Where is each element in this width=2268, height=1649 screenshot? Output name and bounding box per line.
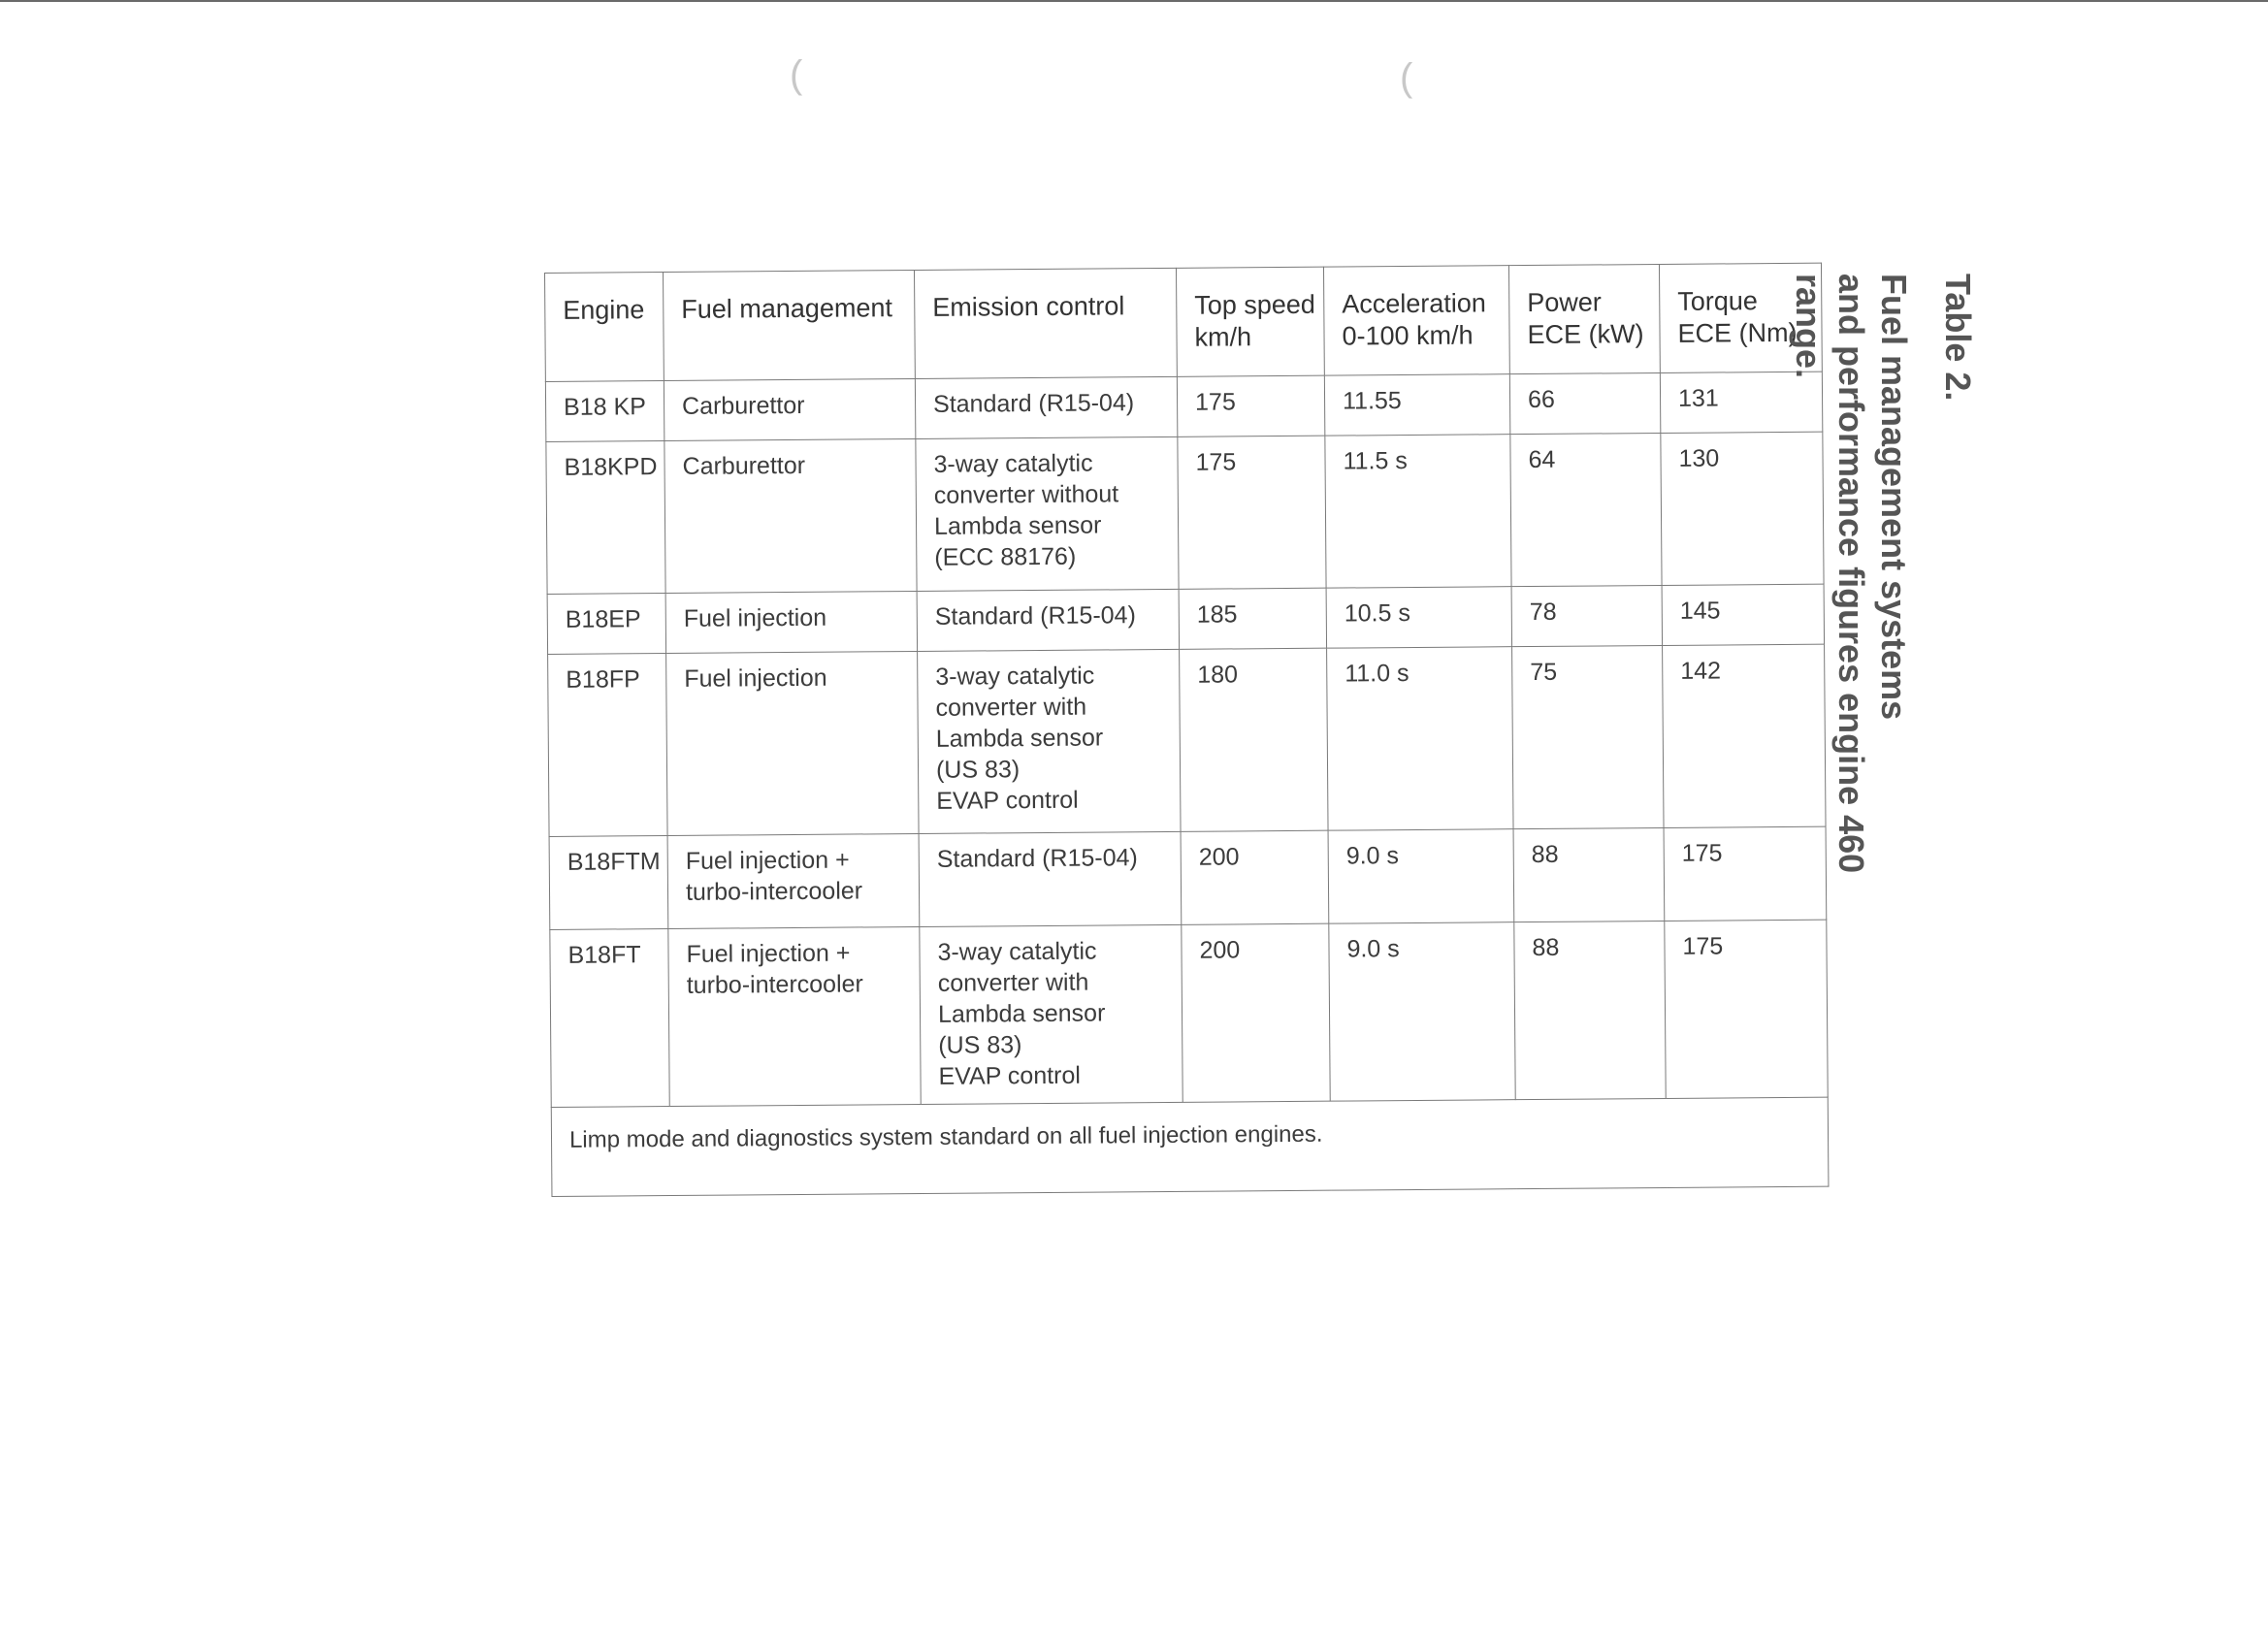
footnote: Limp mode and diagnostics system standard on all fuel injection engines. bbox=[551, 1097, 1829, 1196]
cell-acceleration: 9.0 s bbox=[1328, 829, 1514, 923]
scan-mark: ( bbox=[1400, 56, 1413, 99]
table-row bbox=[548, 644, 1826, 836]
table-row bbox=[550, 920, 1828, 1107]
header-power: Power ECE (kW) bbox=[1508, 264, 1660, 373]
table-caption bbox=[1789, 274, 1979, 953]
header-emission-control: Emission control bbox=[914, 268, 1177, 378]
cell-top-speed: 175 bbox=[1178, 436, 1326, 589]
cell-engine: B18FTM bbox=[549, 836, 668, 930]
table-row bbox=[545, 372, 1822, 441]
cell-emission-control: Standard (R15-04) bbox=[915, 376, 1177, 438]
cell-engine: B18FP bbox=[548, 654, 667, 837]
header-torque: Torque ECE (Nm) bbox=[1659, 263, 1822, 372]
cell-torque: 175 bbox=[1664, 826, 1827, 921]
cell-torque: 142 bbox=[1663, 644, 1826, 827]
cell-fuel-management: Carburettor bbox=[664, 438, 917, 593]
cell-fuel-management: Fuel injection bbox=[665, 591, 917, 653]
cell-power: 88 bbox=[1514, 921, 1666, 1099]
cell-torque: 131 bbox=[1660, 372, 1822, 433]
cell-emission-control: 3-way catalytic converter with Lambda sensor (US 83) EVAP control bbox=[920, 924, 1183, 1104]
cell-power: 78 bbox=[1511, 585, 1662, 646]
cell-power: 66 bbox=[1509, 372, 1660, 434]
header-acceleration: Acceleration 0-100 km/h bbox=[1323, 266, 1509, 375]
table-row bbox=[547, 584, 1824, 654]
header-row bbox=[545, 263, 1823, 381]
cell-fuel-management: Carburettor bbox=[664, 379, 915, 441]
cell-torque: 175 bbox=[1665, 920, 1828, 1098]
table-header bbox=[545, 263, 1823, 381]
cell-torque: 130 bbox=[1661, 432, 1824, 585]
footnote-row bbox=[551, 1097, 1829, 1196]
cell-acceleration: 11.0 s bbox=[1327, 647, 1513, 830]
table-footer bbox=[551, 1097, 1829, 1196]
cell-torque: 145 bbox=[1662, 584, 1824, 645]
header-top-speed: Top speed km/h bbox=[1176, 267, 1324, 376]
header-engine: Engine bbox=[545, 273, 664, 382]
cell-power: 64 bbox=[1510, 433, 1662, 586]
page-top-edge bbox=[0, 0, 2268, 2]
header-fuel-management: Fuel management bbox=[664, 271, 916, 381]
cell-top-speed: 200 bbox=[1181, 830, 1329, 924]
cell-top-speed: 185 bbox=[1179, 588, 1326, 649]
cell-engine: B18EP bbox=[547, 594, 665, 655]
cell-acceleration: 11.55 bbox=[1324, 374, 1509, 436]
cell-power: 75 bbox=[1512, 645, 1664, 828]
cell-emission-control: Standard (R15-04) bbox=[919, 831, 1182, 926]
table-row bbox=[546, 432, 1824, 594]
cell-engine: B18FT bbox=[550, 929, 669, 1108]
cell-fuel-management: Fuel injection bbox=[666, 651, 919, 835]
cell-acceleration: 9.0 s bbox=[1329, 922, 1515, 1101]
cell-top-speed: 200 bbox=[1182, 923, 1330, 1102]
table-label: Table 2. bbox=[1938, 274, 1978, 402]
cell-engine: B18 KP bbox=[545, 381, 664, 442]
cell-engine: B18KPD bbox=[546, 441, 665, 595]
cell-power: 88 bbox=[1513, 827, 1665, 922]
caption-title-line-1: Fuel management systems bbox=[1874, 274, 1914, 721]
caption-title-line-2: and performance figures engine 460 range. bbox=[1789, 274, 1871, 874]
cell-top-speed: 175 bbox=[1177, 375, 1324, 436]
cell-emission-control: Standard (R15-04) bbox=[917, 589, 1179, 651]
cell-fuel-management: Fuel injection + turbo-intercooler bbox=[668, 926, 921, 1106]
cell-acceleration: 10.5 s bbox=[1326, 587, 1511, 648]
cell-top-speed: 180 bbox=[1180, 648, 1328, 831]
cell-acceleration: 11.5 s bbox=[1325, 435, 1511, 588]
scan-mark: ( bbox=[790, 53, 803, 96]
cell-emission-control: 3-way catalytic converter without Lambda sensor (ECC 88176) bbox=[916, 436, 1179, 591]
table-row bbox=[549, 826, 1827, 929]
cell-fuel-management: Fuel injection + turbo-intercooler bbox=[667, 833, 920, 928]
engine-spec-table bbox=[544, 263, 1829, 1197]
cell-emission-control: 3-way catalytic converter with Lambda sensor (US 83) EVAP control bbox=[918, 649, 1181, 833]
table-body bbox=[545, 372, 1828, 1107]
